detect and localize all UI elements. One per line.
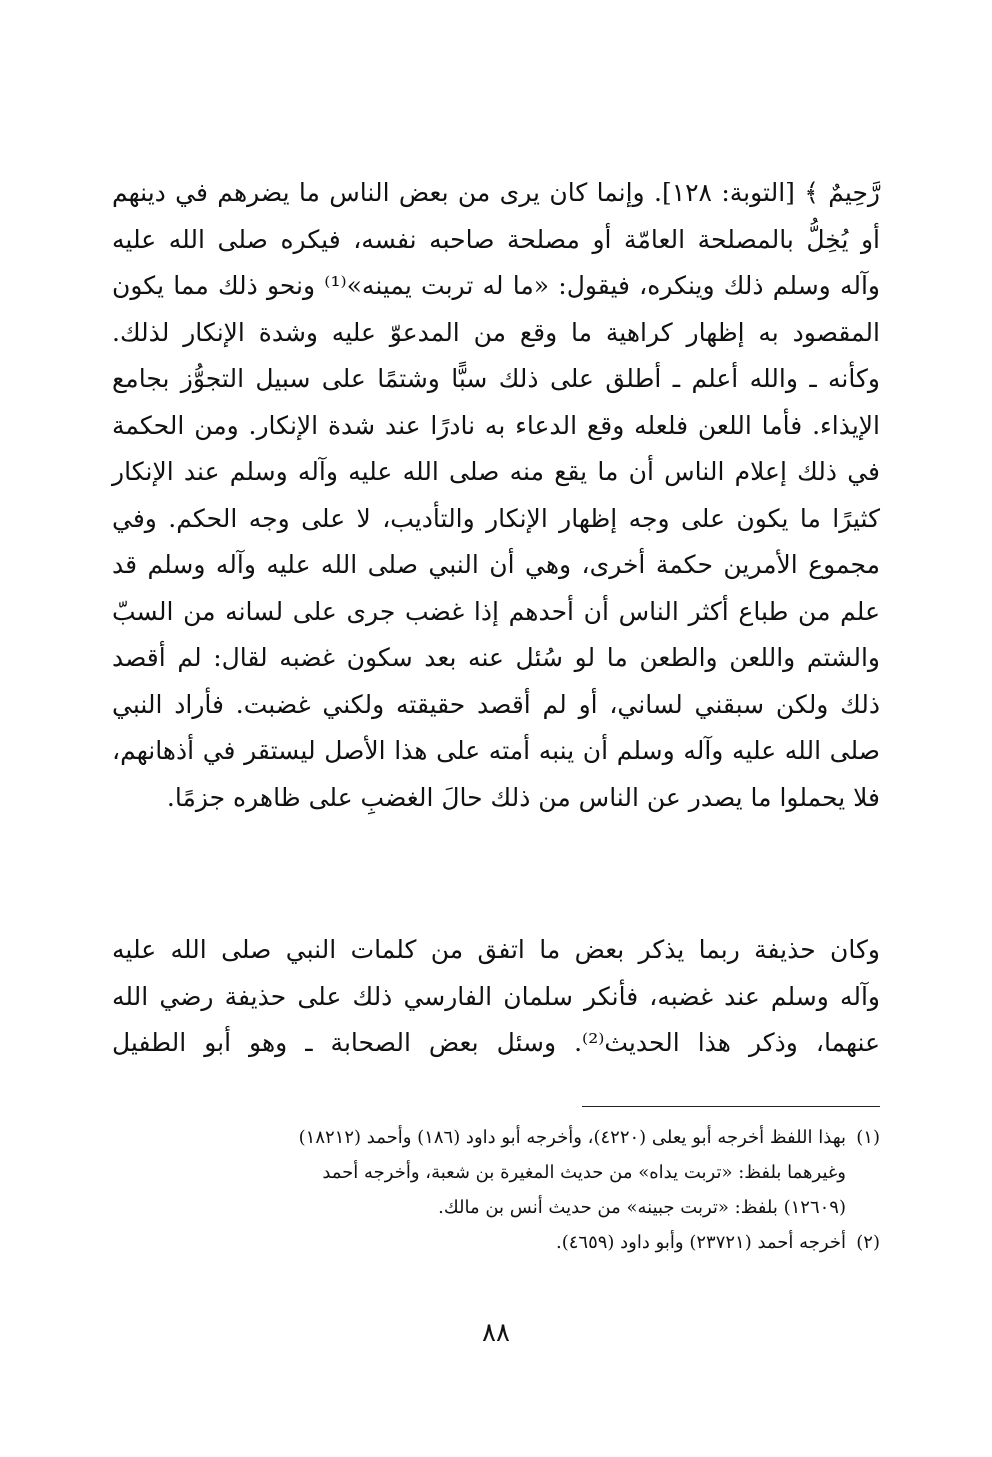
text-line: في ذلك إعلام الناس أن ما يقع منه صلى الله عليه وآله وسلم عند الإنكار (112, 457, 880, 486)
text-line: عنهما، وذكر هذا الحديث⁽²⁾. وسئل بعض الصحابة ـ وهو أبو الطفيل (112, 1028, 880, 1057)
footnote-line (118, 1225, 880, 1260)
text-line: وآله وسلم عند غضبه، فأنكر سلمان الفارسي ذلك على حذيفة رضي الله (112, 981, 880, 1011)
page-number: ٨٨ (482, 1318, 510, 1348)
paragraph-one (112, 170, 880, 821)
text-line: كثيرًا ما يكون على وجه إظهار الإنكار والتأديب، لا على وجه الحكم. وفي (112, 503, 880, 533)
text-line: وكأنه ـ والله أعلم ـ أطلق على ذلك سبًّا وشتمًا على سبيل التجوُّز بجامع (112, 364, 880, 393)
text-line: مجموع الأمرين حكمة أخرى، وهي أن النبي صلى الله عليه وآله وسلم قد (112, 550, 880, 579)
footnote-line: وغيرهما بلفظ: «تربت يداه» من حديث المغيرة بن شعبة، وأخرجه أحمد (322, 1162, 846, 1183)
footnote-separator (582, 1106, 880, 1107)
text-line: ذلك ولكن سبقني لساني، أو لم أقصد حقيقته ولكني غضبت. فأراد النبي (112, 689, 880, 719)
text-line: والشتم واللعن والطعن ما لو سُئل عنه بعد سكون غضبه لقال: لم أقصد (112, 643, 880, 672)
text-line: المقصود به إظهار كراهية ما وقع من المدعوّ عليه وشدة الإنكار لذلك. (112, 317, 880, 347)
footnotes (118, 1120, 880, 1260)
text-line: صلى الله عليه وآله وسلم أن ينبه أمته على هذا الأصل ليستقر في أذهانهم، (112, 736, 880, 765)
text-line: وكان حذيفة ربما يذكر بعض ما اتفق من كلمات النبي صلى الله عليه (112, 935, 880, 964)
footnote-line (118, 1120, 880, 1155)
footnote-number: (٢) (856, 1232, 880, 1253)
footnote-number: (١) (856, 1127, 880, 1148)
text-line: أو يُخِلُّ بالمصلحة العامّة أو مصلحة صاحبه نفسه، فيكره صلى الله عليه (112, 224, 880, 254)
footnote-text: بهذا اللفظ أخرجه أبو يعلى (٤٢٢٠)، وأخرجه أبو داود (١٨٦) وأحمد (١٨٢١٢) (298, 1127, 846, 1148)
text-line: الإيذاء. فأما اللعن فلعله وقع الدعاء به نادرًا عند شدة الإنكار. ومن الحكمة (112, 410, 880, 440)
text-line: علم من طباع أكثر الناس أن أحدهم إذا غضب جرى على لسانه من السبّ (112, 596, 880, 626)
footnote-text: أخرجه أحمد (٢٣٧٢١) وأبو داود (٤٦٥٩). (556, 1232, 846, 1253)
paragraph-two (112, 927, 880, 1067)
text-line: رَّحِيمٌ ﴾ [التوبة: ١٢٨]. وإنما كان يرى من بعض الناس ما يضرهم في دينهم (112, 178, 880, 207)
text-line: وآله وسلم ذلك وينكره، فيقول: «ما له تربت يمينه»⁽¹⁾ ونحو ذلك مما يكون (112, 271, 880, 300)
text-line: فلا يحملوا ما يصدر عن الناس من ذلك حالَ الغضبِ على ظاهره جزمًا. (166, 782, 880, 812)
footnote-line: (١٢٦٠٩) بلفظ: «تربت جبينه» من حديث أنس بن مالك. (438, 1197, 846, 1218)
